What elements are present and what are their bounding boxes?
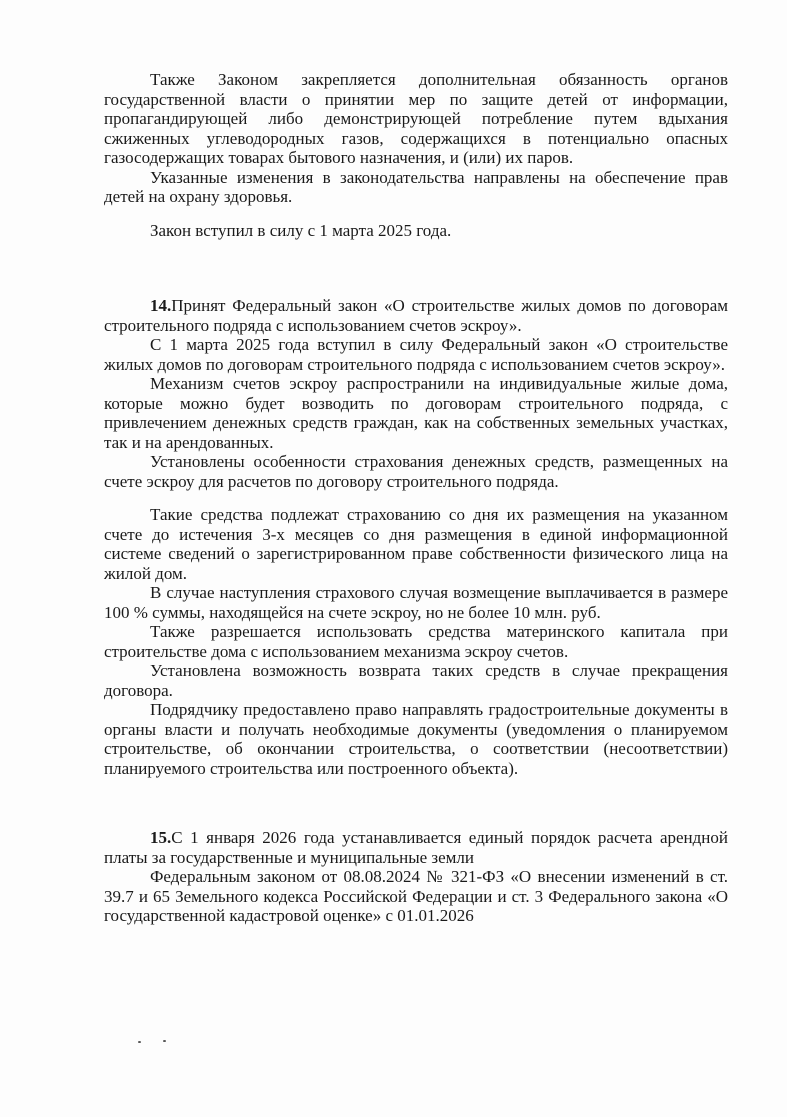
section-14-paragraph-2: Механизм счетов эскроу распространили на индивидуальные жилые дома, которые можно будет возводить по договорам строительного подряда, с привлечением денежных средств граждан, как на собственных земельных участках, так и на арендованных. (104, 374, 728, 452)
section-14-number: 14. (150, 296, 172, 315)
section-14-heading (104, 296, 728, 335)
scan-speck (163, 1040, 166, 1042)
section-14-paragraph-3: Установлены особенности страхования денежных средств, размещенных на счете эскроу для расчетов по договору строительного подряда. (104, 452, 728, 491)
scan-speck (138, 1041, 141, 1043)
section-15-paragraph-1: Федеральным законом от 08.08.2024 № 321-ФЗ «О внесении изменений в ст. 39.7 и 65 Земельного кодекса Российской Федерации и ст. 3 Федерального закона «О государственной кадастровой оценке» с 01.01.2026 (104, 867, 728, 925)
section-15-title: С 1 января 2026 года устанавливается единый порядок расчета арендной платы за государственные и муниципальные земли (104, 828, 728, 867)
section-15-heading (104, 828, 728, 867)
intro-paragraph-3: Закон вступил в силу с 1 марта 2025 года. (150, 220, 452, 240)
section-15-number: 15. (150, 828, 172, 847)
section-14-title: Принят Федеральный закон «О строительстве жилых домов по договорам строительного подряда с использованием счетов эскроу». (104, 296, 728, 335)
section-14-paragraph-5: В случае наступления страхового случая возмещение выплачивается в размере 100 % суммы, находящейся на счете эскроу, но не более 10 млн. руб. (104, 583, 728, 622)
section-14-paragraph-6: Также разрешается использовать средства материнского капитала при строительстве дома с использованием механизма эскроу счетов. (104, 622, 728, 661)
intro-paragraph-1: Также Законом закрепляется дополнительная обязанность органов государственной власти о принятии мер по защите детей от информации, пропагандирующей либо демонстрирующей потребление путем вдыхания сжиженных углеводородных газов, содержащихся в потенциально опасных газосодержащих товарах бытового назначения, и (или) их паров. (104, 70, 728, 167)
section-14-paragraph-7: Установлена возможность возврата таких средств в случае прекращения договора. (104, 661, 728, 700)
document-body (104, 70, 728, 926)
section-14-paragraph-1: С 1 марта 2025 года вступил в силу Федеральный закон «О строительстве жилых домов по договорам строительного подряда с использованием счетов эскроу». (104, 335, 728, 374)
section-14-paragraph-8: Подрядчику предоставлено право направлять градостроительные документы в органы власти и получать необходимые документы (уведомления о планируемом строительстве, об окончании строительства, о соответствии (несоответствии) планируемого строительства или построенного объекта). (104, 700, 728, 778)
intro-paragraph-2: Указанные изменения в законодательства направлены на обеспечение прав детей на охрану здоровья. (104, 167, 728, 206)
section-14-paragraph-4: Такие средства подлежат страхованию со дня их размещения на указанном счете до истечения 3-х месяцев со дня размещения в единой информационной системе сведений о зарегистрированном праве собственности физического лица на жилой дом. (104, 505, 728, 583)
